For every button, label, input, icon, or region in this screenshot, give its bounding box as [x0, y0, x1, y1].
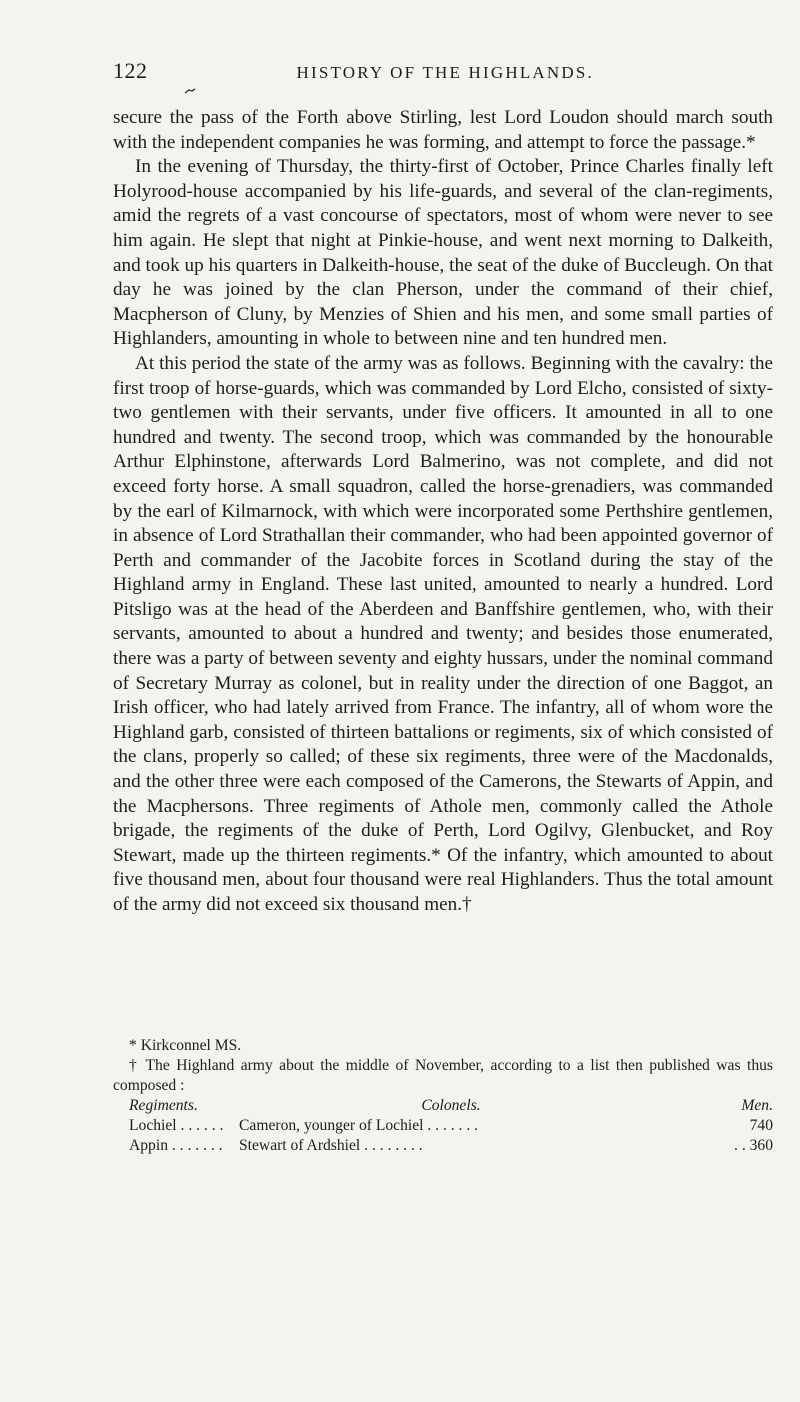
body-text	[113, 106, 773, 918]
regiment-cell: Lochiel . . . . . .	[129, 1117, 224, 1134]
colonel-cell: Stewart of Ardshiel . . . . . . . .	[239, 1137, 423, 1154]
paragraph: secure the pass of the Forth above Stirling, lest Lord Loudon should march south with the independent companies he was forming, and attempt to force the passage.*	[113, 107, 773, 153]
column-header-regiments: Regiments.	[129, 1097, 198, 1114]
footnote: † The Highland army about the middle of November, according to a list then published was thus composed :	[113, 1057, 773, 1094]
table-row	[113, 1116, 773, 1136]
table-header	[113, 1096, 773, 1116]
regiment-cell: Appin . . . . . . .	[129, 1137, 223, 1154]
footnotes	[113, 1036, 773, 1156]
running-head: HISTORY OF THE HIGHLANDS.	[296, 63, 594, 82]
page-header	[113, 58, 773, 84]
column-header-colonels: Colonels.	[421, 1097, 481, 1114]
column-header-men: Men.	[741, 1097, 773, 1114]
colonel-cell: Cameron, younger of Lochiel . . . . . . .	[239, 1117, 479, 1134]
footnote: * Kirkconnel MS.	[129, 1037, 242, 1054]
men-cell: 740	[749, 1117, 773, 1134]
table-row	[113, 1136, 773, 1156]
page-number: 122	[113, 58, 148, 83]
men-cell: . . 360	[734, 1137, 773, 1154]
paragraph: In the evening of Thursday, the thirty-first of October, Prince Charles finally left Holyrood-house accompanied by his life-guards, and several of the clan-regiments, amid the regrets of a vast concourse of spectators, most of whom were never to see him again. He slept that night at Pinkie-house, and went next morning to Dalkeith, and took up his quarters in Dalkeith-house, the seat of the duke of Buccleugh. On that day he was joined by the clan Pherson, under the command of their chief, Macpherson of Cluny, by Menzies of Shien and his men, and some small parties of Highlanders, amounting in whole to between nine and ten hundred men.	[113, 156, 773, 350]
paragraph: At this period the state of the army was as follows. Beginning with the cavalry: the first troop of horse-guards, which was commanded by Lord Elcho, consisted of sixty-two gentlemen with their servants, under five officers. It amounted in all to one hundred and twenty. The second troop, which was commanded by the honourable Arthur Elphinstone, afterwards Lord Balmerino, was not complete, and did not exceed forty horse. A small squadron, called the horse-grenadiers, was commanded by the earl of Kilmarnock, with which were incorporated some Perthshire gentlemen, in absence of Lord Strathallan their commander, who had been appointed governor of Perth and commander of the Jacobite forces in Scotland during the stay of the Highland army in England. These last united, amounted to nearly a hundred. Lord Pitsligo was at the head of the Aberdeen and Banffshire gentlemen, who, with their servants, amounted to about a hundred and twenty; and besides those enumerated, there was a party of between seventy and eighty hussars, under the nominal command of Secretary Murray as colonel, but in reality under the direction of one Baggot, an Irish officer, who had lately arrived from France. The infantry, all of whom wore the Highland garb, consisted of thirteen battalions or regiments, six of which consisted of the clans, properly so called; of these six regiments, three were of the Macdonalds, and the other three were each composed of the Camerons, the Stewarts of Appin, and the Macphersons. Three regiments of Athole men, commonly called the Athole brigade, the regiments of the duke of Perth, Lord Ogilvy, Glenbucket, and Roy Stewart, made up the thirteen regiments.* Of the infantry, which amounted to about five thousand men, about four thousand were real Highlanders. Thus the total amount of the army did not exceed six thousand men.†	[113, 352, 773, 915]
ink-mark	[184, 88, 196, 94]
